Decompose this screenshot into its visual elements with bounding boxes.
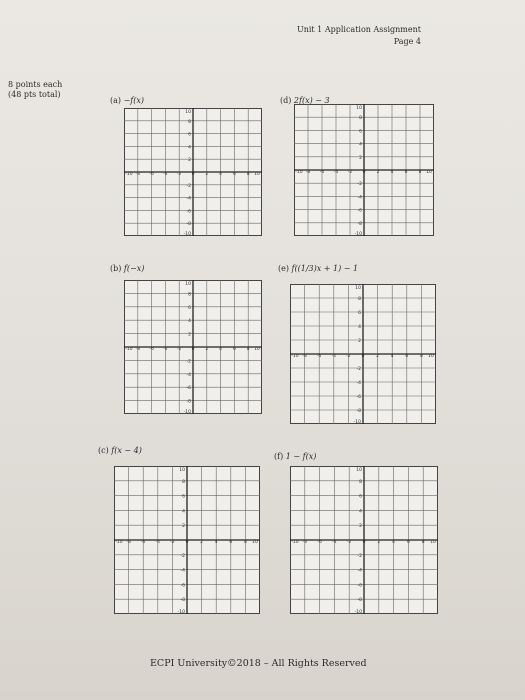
y-tick-label: 2	[182, 524, 185, 530]
x-tick-label: -10	[125, 347, 133, 352]
x-tick-label: -4	[332, 540, 337, 545]
x-tick-label: 4	[390, 354, 394, 359]
x-tick-label: 10	[428, 354, 434, 359]
grid-f	[290, 466, 438, 614]
grid-a	[124, 108, 262, 236]
grid-c	[114, 466, 260, 614]
x-tick-label: 8	[421, 540, 425, 545]
x-tick-label: -8	[135, 172, 141, 177]
x-tick-label: -10	[291, 354, 299, 359]
y-tick-label: 6	[359, 129, 362, 135]
x-tick-label: 4	[219, 347, 223, 352]
y-tick-label: -4	[357, 568, 362, 574]
x-tick-label: -8	[305, 170, 311, 175]
page-header	[297, 24, 421, 48]
y-tick-label: -8	[180, 598, 185, 604]
y-tick-label: -10	[183, 232, 191, 236]
coordinate-grid	[114, 466, 260, 614]
x-tick-label: -2	[347, 170, 353, 175]
x-tick-label: 6	[229, 540, 233, 545]
y-tick-label: 2	[188, 332, 191, 338]
x-tick-label: 8	[246, 347, 250, 352]
y-tick-label: 10	[356, 106, 362, 111]
y-tick-label: 2	[359, 155, 362, 161]
x-tick-label: -4	[333, 170, 339, 175]
y-tick-label: 4	[358, 325, 361, 330]
x-tick-label: -2	[346, 540, 352, 545]
y-tick-label: 8	[182, 479, 185, 485]
x-tick-label: -2	[170, 540, 175, 545]
x-tick-label: 0	[362, 540, 366, 545]
y-tick-label: 2	[359, 524, 362, 530]
y-tick-label: 10	[185, 282, 191, 287]
y-tick-label: -8	[186, 222, 191, 228]
y-tick-label: 6	[188, 132, 191, 138]
y-tick-label: 8	[359, 479, 362, 485]
x-tick-label: -6	[140, 540, 146, 545]
y-tick-label: -2	[357, 553, 362, 559]
y-tick-label: -2	[186, 359, 191, 365]
y-tick-label: -6	[186, 386, 191, 392]
y-tick-label: -2	[357, 182, 362, 188]
y-tick-label: 10	[356, 468, 362, 473]
x-tick-label: 8	[419, 354, 423, 359]
coordinate-grid	[290, 466, 438, 614]
grid-e	[290, 284, 436, 424]
coordinate-grid	[294, 104, 434, 236]
x-tick-label: -2	[346, 354, 351, 359]
y-tick-label: 8	[359, 116, 362, 122]
y-tick-label: -6	[186, 209, 191, 215]
y-tick-label: -2	[180, 553, 185, 559]
x-tick-label: -8	[302, 354, 307, 359]
problem-f-label: (f) 1 − f(x)	[274, 452, 317, 461]
y-tick-label: 4	[359, 142, 362, 148]
x-tick-label: 6	[404, 170, 408, 175]
x-tick-label: -10	[295, 170, 303, 175]
x-tick-label: 2	[376, 354, 380, 359]
y-tick-label: -10	[183, 410, 191, 414]
x-tick-label: 0	[191, 347, 195, 352]
y-tick-label: 6	[188, 305, 191, 311]
copyright-footer: ECPI University©2018 – All Rights Reserved	[150, 658, 367, 669]
y-tick-label: -4	[180, 568, 185, 574]
x-tick-label: 0	[361, 354, 365, 359]
x-tick-label: 6	[405, 354, 409, 359]
x-tick-label: -6	[319, 170, 325, 175]
y-tick-label: 2	[188, 158, 191, 164]
x-tick-label: 4	[392, 540, 396, 545]
y-tick-label: 10	[355, 286, 361, 291]
x-tick-label: 4	[390, 170, 394, 175]
problem-e-label: (e) f((1/3)x + 1) − 1	[278, 264, 359, 273]
x-tick-label: 2	[205, 347, 209, 352]
x-tick-label: 6	[406, 540, 410, 545]
page-number: Page 4	[393, 37, 421, 46]
coordinate-grid	[124, 108, 262, 236]
x-tick-label: -10	[125, 172, 133, 177]
x-tick-label: -6	[317, 540, 322, 545]
y-tick-label: -6	[357, 583, 362, 589]
x-tick-label: 4	[219, 172, 223, 177]
y-tick-label: 6	[359, 494, 362, 500]
y-tick-label: 8	[188, 292, 191, 298]
x-tick-label: -10	[115, 540, 123, 545]
coordinate-grid	[290, 284, 436, 424]
x-tick-label: 2	[377, 540, 381, 545]
x-tick-label: 8	[246, 172, 250, 177]
y-tick-label: -4	[186, 196, 191, 202]
grid-b	[124, 280, 262, 414]
x-tick-label: 2	[200, 540, 204, 545]
x-tick-label: -8	[126, 540, 131, 545]
x-tick-label: 0	[185, 540, 189, 545]
y-tick-label: 6	[182, 494, 185, 500]
y-tick-label: -10	[177, 610, 185, 614]
x-tick-label: -4	[163, 172, 168, 177]
problem-a-label: (a) −f(x)	[110, 96, 144, 105]
y-tick-label: -8	[186, 399, 191, 405]
x-tick-label: -4	[163, 347, 168, 352]
y-tick-label: -10	[353, 420, 361, 424]
x-tick-label: 0	[191, 172, 195, 177]
x-tick-label: -6	[149, 172, 154, 177]
x-tick-label: 6	[232, 172, 236, 177]
y-tick-label: 2	[358, 339, 361, 344]
problem-b-label: (b) f(−x)	[110, 264, 145, 273]
x-tick-label: 4	[214, 540, 218, 545]
x-tick-label: -6	[316, 354, 322, 359]
assignment-title: Unit 1 Application Assignment	[296, 25, 421, 34]
x-tick-label: -8	[135, 347, 141, 352]
x-tick-label: -10	[291, 540, 299, 545]
y-tick-label: -2	[356, 367, 361, 372]
y-tick-label: 8	[188, 119, 191, 125]
y-tick-label: -8	[356, 409, 361, 414]
y-tick-label: 4	[188, 145, 191, 151]
y-tick-label: -6	[356, 395, 361, 400]
y-tick-label: -4	[357, 195, 362, 201]
x-tick-label: -4	[155, 540, 161, 545]
x-tick-label: 2	[205, 172, 209, 177]
x-tick-label: 10	[430, 540, 436, 545]
y-tick-label: -6	[357, 208, 362, 214]
x-tick-label: 10	[252, 540, 258, 545]
x-tick-label: 10	[254, 347, 260, 352]
problem-c-label: (c) f(x − 4)	[98, 446, 142, 455]
y-tick-label: 10	[179, 468, 185, 473]
y-tick-label: 4	[188, 319, 191, 325]
x-tick-label: 8	[418, 170, 422, 175]
y-tick-label: -10	[354, 610, 362, 614]
y-tick-label: -8	[357, 221, 362, 227]
y-tick-label: -6	[180, 583, 185, 589]
y-tick-label: -4	[356, 381, 361, 386]
y-tick-label: -8	[357, 598, 362, 604]
y-tick-label: -4	[186, 372, 191, 378]
x-tick-label: 10	[254, 172, 260, 177]
y-tick-label: 6	[358, 311, 361, 316]
y-tick-label: 4	[359, 509, 362, 515]
y-tick-label: -2	[186, 183, 191, 189]
x-tick-label: 2	[376, 170, 380, 175]
x-tick-label: -2	[176, 347, 182, 352]
x-tick-label: 6	[232, 347, 236, 352]
x-tick-label: 0	[362, 170, 366, 175]
x-tick-label: -8	[302, 540, 308, 545]
x-tick-label: -4	[331, 354, 337, 359]
y-tick-label: 8	[358, 297, 361, 302]
x-tick-label: 8	[243, 540, 247, 545]
y-tick-label: 4	[182, 509, 185, 515]
y-tick-label: 10	[185, 110, 191, 115]
grid-d	[294, 104, 434, 236]
points-note: 8 points each (48 pts total)	[8, 80, 63, 99]
x-tick-label: -6	[149, 347, 154, 352]
x-tick-label: 10	[426, 170, 432, 175]
problem-d-label: (d) 2f(x) − 3	[280, 96, 330, 105]
x-tick-label: -2	[176, 172, 182, 177]
coordinate-grid	[124, 280, 262, 414]
y-tick-label: -10	[354, 232, 362, 236]
